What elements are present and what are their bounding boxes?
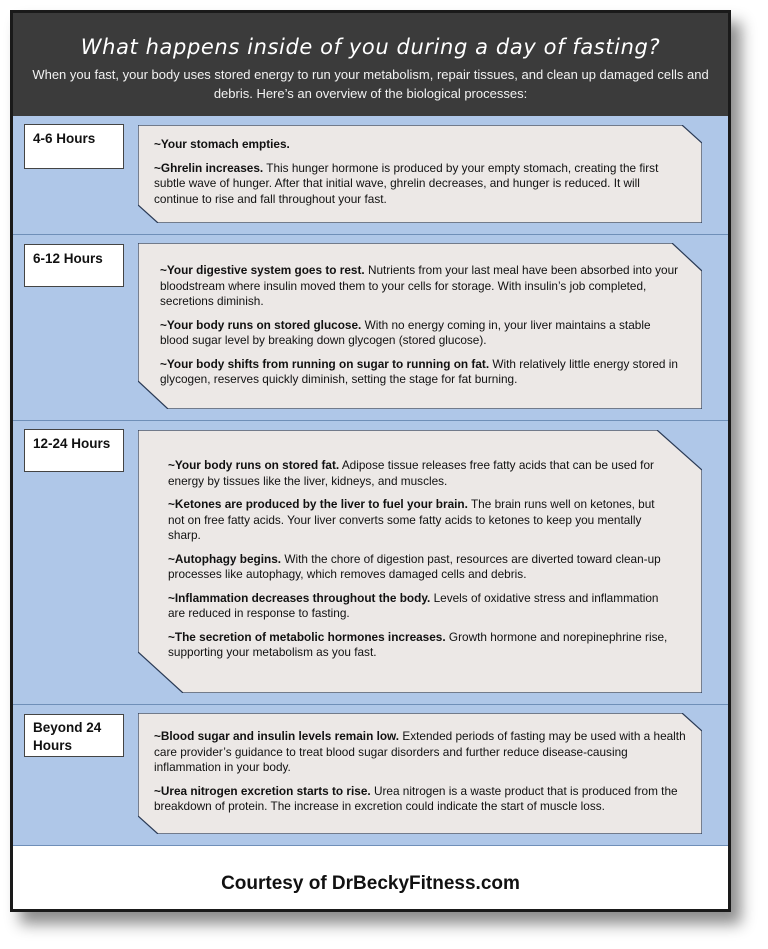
item-body: Nutrients from your last meal have been absorbed into your bloodstream where insulin moved them to your cells for storage. With insulin’s job completed, secretions diminish. — [160, 263, 679, 308]
item-heading: ~Ghrelin increases. — [154, 160, 264, 175]
item-body: Urea nitrogen is a waste product that is produced from the breakdown of protein. The increase in excretion could indicate the start of muscle loss. — [154, 783, 678, 813]
section-label: 6-12 Hours — [24, 244, 124, 287]
item — [154, 729, 686, 776]
section-card — [138, 430, 702, 693]
item — [160, 357, 680, 388]
section-label: 4-6 Hours — [24, 124, 124, 169]
item-heading: ~Urea nitrogen excretion starts to rise. — [154, 783, 371, 798]
item-heading: ~Ketones are produced by the liver to fuel your brain. — [168, 497, 468, 511]
item — [168, 591, 674, 622]
item-body: Levels of oxidative stress and inflammation are reduced in response to fasting. — [168, 590, 659, 620]
item — [160, 263, 680, 310]
intro-text: When you fast, your body uses stored energy to run your metabolism, repair tissues, and clean up damaged cells and debris. Here’s an overview of the biological processes: — [32, 67, 709, 101]
section-card — [138, 125, 702, 223]
item — [168, 630, 674, 661]
section-band-4-6-hours — [13, 116, 728, 235]
item-body: The brain runs well on ketones, but not on free fatty acids. Your liver converts some fatty acids to ketones to keep you mentally sharp. — [168, 497, 655, 542]
section-card — [138, 713, 702, 834]
item — [154, 784, 686, 815]
item-body: With no energy coming in, your liver maintains a stable blood sugar level by breaking down glycogen (stored glucose). — [160, 317, 651, 347]
item-body: This hunger hormone is produced by your empty stomach, creating the first subtle wave of hunger. After that initial wave, ghrelin decreases, and hunger is reduced. It will continue to rise and fall throughout your fast. — [154, 160, 659, 206]
item — [168, 497, 674, 544]
section-label: Beyond 24 Hours — [24, 714, 124, 757]
section-band-6-12-hours — [13, 235, 728, 421]
item-heading: ~Your body shifts from running on sugar to running on fat. — [160, 356, 490, 371]
item-heading: ~Your body runs on stored glucose. — [160, 317, 362, 332]
item-body: Adipose tissue releases free fatty acids that can be used for energy by tissues like the liver, kidneys, and muscles. — [168, 458, 654, 488]
fasting-infographic-sheet — [10, 10, 731, 912]
item-body: Extended periods of fasting may be used with a health care provider’s guidance to treat blood sugar disorders and further reduce disease-causing inflammation in your body. — [154, 729, 686, 774]
section-card — [138, 243, 702, 409]
item-heading: ~Inflammation decreases throughout the body. — [168, 590, 431, 605]
item-heading: ~Your stomach empties. — [154, 137, 290, 151]
item — [160, 318, 680, 349]
item — [168, 552, 674, 583]
item-heading: ~Blood sugar and insulin levels remain low. — [154, 729, 400, 743]
item-heading: ~The secretion of metabolic hormones increases. — [168, 629, 446, 644]
header-banner — [13, 13, 728, 116]
item-heading: ~Your digestive system goes to rest. — [160, 263, 365, 277]
item — [168, 458, 674, 489]
footer — [13, 846, 728, 909]
item-body: With relatively little energy stored in glycogen, reserves quickly diminish, setting the stage for fat burning. — [160, 356, 678, 386]
page-title: What happens inside of you during a day of fasting? — [80, 35, 661, 59]
item — [154, 137, 686, 153]
item-heading: ~Your body runs on stored fat. — [168, 458, 340, 472]
section-band-12-24-hours — [13, 421, 728, 705]
item-body: Growth hormone and norepinephrine rise, supporting your metabolism as you fast. — [168, 629, 668, 659]
item — [154, 161, 686, 208]
footer-credit: Courtesy of DrBeckyFitness.com — [221, 873, 520, 894]
item-heading: ~Autophagy begins. — [168, 551, 282, 566]
item-body: With the chore of digestion past, resources are diverted toward clean-up processes like autophagy, which removes damaged cells and debris. — [168, 551, 661, 581]
section-label: 12-24 Hours — [24, 429, 124, 472]
section-band-beyond-24-hours — [13, 705, 728, 846]
